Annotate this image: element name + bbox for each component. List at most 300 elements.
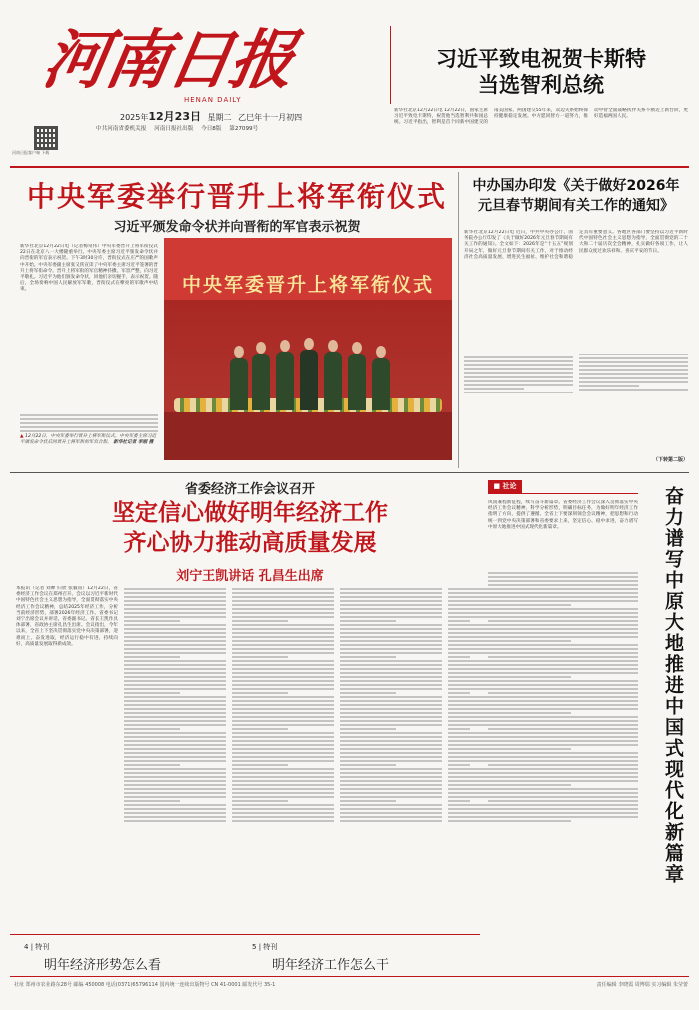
text-line	[340, 772, 442, 774]
editorial-body: 风雨兼程新征程，续写奋斗新篇章。省委经济工作会议深入贯彻落实中央经济工作会议精神，科学分析形势，明确目标任务，为做好明年经济工作指明了方向、提供了遵循。全省上下要深刻领会会议精神，把思想和行动统一到党中央决策部署和省委要求上来，坚定信心、稳中求进，奋力谱写中原大地推进中国式现代化新篇章。	[488, 500, 638, 530]
text-line	[340, 792, 442, 794]
text-line	[448, 740, 488, 742]
text-line	[232, 644, 334, 646]
text-line	[488, 816, 638, 818]
text-line	[488, 692, 638, 694]
text-line	[340, 596, 442, 598]
economic-headline[interactable]	[40, 498, 460, 558]
text-line	[232, 800, 288, 802]
date-month-day: 12月23日	[148, 110, 201, 123]
text-line	[124, 748, 226, 750]
text-line	[488, 664, 638, 666]
text-line	[448, 704, 488, 706]
text-line	[448, 600, 488, 602]
text-line	[340, 744, 442, 746]
text-line	[448, 756, 488, 758]
text-line	[488, 768, 638, 770]
text-line	[232, 660, 334, 662]
footer-link-1-tag: 特刊	[35, 943, 50, 951]
text-line	[124, 656, 180, 658]
text-line	[232, 740, 334, 742]
text-line	[448, 700, 488, 702]
text-line	[448, 816, 488, 818]
right-story-more-link[interactable]: （下转第二版）	[652, 457, 688, 463]
text-line	[232, 780, 334, 782]
text-line	[579, 381, 688, 383]
text-line	[124, 768, 226, 770]
economic-headline-line2: 齐心协力推动高质量发展	[123, 530, 377, 556]
text-line	[488, 644, 638, 646]
text-line	[340, 696, 442, 698]
text-line	[340, 684, 442, 686]
text-line	[448, 660, 488, 662]
text-line	[488, 592, 638, 594]
text-line	[340, 720, 442, 722]
text-line	[579, 389, 688, 391]
text-line	[340, 800, 396, 802]
text-line	[232, 728, 288, 730]
text-line	[232, 752, 334, 754]
text-line	[232, 816, 334, 818]
masthead-rule	[10, 166, 689, 168]
bottom-rule	[10, 976, 689, 977]
text-line	[340, 612, 442, 614]
text-line	[232, 724, 334, 726]
text-line	[232, 616, 334, 618]
text-line	[124, 608, 226, 610]
text-line	[488, 688, 638, 690]
text-line	[232, 684, 334, 686]
text-line	[124, 756, 226, 758]
text-line	[124, 740, 226, 742]
editorial-title[interactable]: 奋力谱写中原大地推进中国式现代化新篇章	[662, 486, 684, 885]
text-line	[124, 780, 226, 782]
economic-body-col2	[124, 586, 226, 926]
text-line	[448, 680, 488, 682]
text-line	[340, 808, 442, 810]
text-line	[232, 808, 334, 810]
text-line	[124, 624, 226, 626]
text-line	[488, 584, 638, 586]
text-line	[488, 696, 638, 698]
sponsor-line	[96, 124, 258, 132]
text-line	[448, 788, 488, 790]
text-line	[488, 796, 638, 798]
text-line	[124, 604, 226, 606]
text-line	[448, 652, 488, 654]
text-line	[124, 636, 226, 638]
text-line	[488, 800, 638, 802]
text-line	[579, 385, 639, 387]
text-line	[488, 812, 638, 814]
text-line	[340, 680, 442, 682]
text-line	[464, 384, 573, 386]
text-line	[340, 788, 442, 790]
text-line	[448, 796, 488, 798]
economic-subhead: 刘宁王凯讲话 孔昌生出席	[176, 569, 324, 584]
text-line	[124, 788, 226, 790]
photo-caption	[20, 434, 158, 474]
text-line	[448, 596, 488, 598]
right-story-body-continued	[464, 354, 688, 456]
text-line	[232, 708, 334, 710]
text-line	[579, 373, 688, 375]
text-line	[340, 780, 442, 782]
text-line	[124, 764, 180, 766]
text-line	[340, 728, 396, 730]
page-count: 今日8版	[201, 126, 222, 132]
text-line	[448, 720, 488, 722]
text-line	[340, 716, 442, 718]
qr-caption: 河南日报客户端 下载	[12, 150, 50, 155]
text-line	[488, 684, 638, 686]
economic-body-col3	[232, 586, 334, 926]
text-line	[232, 640, 334, 642]
text-line	[448, 708, 488, 710]
sponsor-2: 河南日报社出版	[154, 126, 194, 132]
text-line	[232, 820, 334, 822]
text-line	[448, 684, 488, 686]
text-line	[232, 756, 334, 758]
text-line	[448, 812, 488, 814]
text-line	[448, 612, 488, 614]
text-line	[448, 640, 488, 642]
text-line	[448, 792, 488, 794]
economic-kicker: 省委经济工作会议召开	[184, 482, 315, 497]
text-line	[579, 377, 688, 379]
editorial-tag	[488, 480, 522, 493]
economic-headline-line1: 坚定信心做好明年经济工作	[112, 500, 388, 526]
text-line	[340, 656, 396, 658]
text-line	[124, 796, 226, 798]
text-line	[448, 716, 488, 718]
issue-number: 第27099号	[229, 126, 259, 132]
text-line	[340, 672, 442, 674]
text-line	[448, 608, 488, 610]
text-line	[124, 676, 226, 678]
text-line	[448, 628, 488, 630]
text-line	[124, 724, 226, 726]
text-line	[124, 804, 226, 806]
top-headline-line2: 当选智利总统	[478, 73, 604, 97]
text-line	[448, 636, 488, 638]
text-line	[232, 608, 334, 610]
text-line	[232, 636, 334, 638]
text-line	[448, 808, 488, 810]
text-line	[124, 588, 226, 590]
lead-body: 新华社北京12月22日电（记者梅常伟）中央军委晋升上将军衔仪式22日在北京八一大楼隆重举行。中央军委主席习近平颁发命令状并向晋衔的军官表示祝贺。下午3时30分许，晋衔仪式在庄严的国歌声中开始。中央军委副主席张又侠宣读了中央军委主席习近平签署的晋升上将军衔命令。晋升上将军衔的军官精神抖擞、军容严整，向习近平敬礼。习近平为他们颁发命令状，同他们亲切握手，表示祝贺。随后，全场奏响中国人民解放军军歌，晋衔仪式在嘹亮的军歌声中结束。	[20, 244, 158, 293]
text-line	[232, 736, 334, 738]
text-line	[488, 596, 638, 598]
text-line	[488, 776, 638, 778]
text-line	[464, 376, 573, 378]
text-line	[448, 616, 488, 618]
text-line	[124, 704, 226, 706]
text-line	[448, 768, 488, 770]
text-line	[340, 712, 442, 714]
right-headline-line1: 中办国办印发《关于做好2026年	[472, 178, 680, 194]
text-line	[448, 760, 488, 762]
text-line	[232, 748, 334, 750]
text-line	[340, 736, 442, 738]
text-line	[340, 820, 442, 822]
photo-banner-text: 中央军委晋升上将军衔仪式	[181, 274, 434, 296]
text-line	[232, 760, 334, 762]
text-line	[340, 812, 442, 814]
text-line	[124, 652, 226, 654]
text-line	[124, 808, 226, 810]
text-line	[488, 712, 571, 714]
text-line	[232, 632, 334, 634]
qr-code[interactable]	[34, 126, 58, 150]
text-line	[232, 600, 334, 602]
text-line	[124, 616, 226, 618]
masthead	[0, 0, 699, 168]
editorial-tag-text: 社论	[502, 482, 517, 490]
text-line	[232, 588, 334, 590]
footer-link-1-page: 4	[24, 943, 29, 951]
text-line	[232, 732, 334, 734]
right-story-headline[interactable]	[462, 176, 690, 216]
text-line	[124, 684, 226, 686]
text-line	[488, 572, 638, 574]
text-line	[488, 588, 638, 590]
text-line	[579, 365, 688, 367]
text-line	[488, 580, 638, 582]
text-line	[488, 792, 638, 794]
text-line	[124, 792, 226, 794]
text-line	[124, 712, 226, 714]
text-line	[232, 676, 334, 678]
lead-headline[interactable]: 中央军委举行晋升上将军衔仪式	[26, 180, 447, 213]
text-line	[232, 668, 334, 670]
economic-body-col4	[340, 586, 442, 926]
text-line	[232, 784, 334, 786]
text-line	[124, 680, 226, 682]
text-line	[340, 804, 442, 806]
text-line	[488, 736, 638, 738]
text-line	[124, 772, 226, 774]
text-line	[124, 672, 226, 674]
text-line	[448, 696, 488, 698]
text-line	[448, 780, 488, 782]
text-line	[488, 772, 638, 774]
text-line	[340, 620, 396, 622]
text-line	[124, 744, 226, 746]
logo-english: HENAN DAILY	[184, 96, 242, 104]
top-headline-line1: 习近平致电祝贺卡斯特	[436, 47, 646, 71]
text-line	[488, 656, 638, 658]
text-line	[488, 724, 638, 726]
text-line	[448, 688, 488, 690]
text-line	[340, 616, 442, 618]
photo-credit: 新华社记者 李刚 摄	[113, 440, 154, 446]
officer-figures	[230, 344, 390, 410]
text-line	[232, 812, 334, 814]
footer-link-1[interactable]: 4 | 特刊 明年经济形势怎么看	[24, 942, 254, 973]
text-line	[488, 576, 638, 578]
text-line	[340, 764, 396, 766]
text-line	[232, 628, 334, 630]
text-line	[488, 700, 638, 702]
text-line	[448, 764, 470, 766]
text-line	[488, 612, 638, 614]
lead-photo[interactable]	[164, 238, 452, 460]
top-story-text: 新华社北京12月22日电 12月22日，国家主席习近平致电卡斯特，祝贺他当选智利共和国总统。习近平指出，智利是首个同新中国建交的南美国家，两国建交55年来，双边关系始终保持健康稳定发展。中方愿同智方一道努力，推动中智全面战略伙伴关系不断迈上新台阶，更好造福两国人民。	[394, 108, 688, 126]
text-line	[448, 632, 488, 634]
text-line	[488, 604, 571, 606]
text-line	[124, 816, 226, 818]
sponsor-1: 中共河南省委机关报	[96, 126, 147, 132]
footer-links-rule	[10, 934, 480, 935]
text-line	[232, 764, 288, 766]
text-line	[464, 388, 524, 390]
text-line	[124, 760, 226, 762]
editorial-body-continued	[488, 570, 638, 932]
text-line	[232, 624, 334, 626]
footer-link-2[interactable]: 5 | 特刊 明年经济工作怎么干	[252, 942, 482, 973]
text-line	[232, 652, 334, 654]
footer-link-2-title: 明年经济工作怎么干	[272, 958, 390, 973]
text-line	[488, 616, 638, 618]
text-line	[488, 640, 571, 642]
text-line	[340, 652, 442, 654]
text-line	[488, 660, 638, 662]
text-line	[448, 664, 488, 666]
text-line	[340, 724, 442, 726]
text-line	[340, 588, 442, 590]
text-line	[340, 608, 442, 610]
text-line	[232, 744, 334, 746]
text-line	[448, 692, 470, 694]
text-line	[232, 604, 334, 606]
text-line	[448, 668, 488, 670]
text-line	[124, 660, 226, 662]
date-year: 2025年	[120, 113, 149, 122]
text-line	[579, 369, 688, 371]
text-line	[340, 760, 442, 762]
column-divider	[458, 172, 459, 468]
text-line	[232, 792, 334, 794]
text-line	[488, 600, 638, 602]
text-line	[124, 632, 226, 634]
newspaper-logo: 河南日报	[37, 23, 299, 98]
text-line	[579, 361, 688, 363]
weekday: 星期二	[207, 113, 232, 122]
text-line	[340, 664, 442, 666]
text-line	[232, 696, 334, 698]
text-line	[448, 804, 488, 806]
text-line	[124, 688, 226, 690]
lunar-date: 乙巳年十一月初四	[238, 113, 303, 122]
economic-body-col5	[448, 586, 488, 926]
text-line	[232, 776, 334, 778]
text-line	[232, 704, 334, 706]
lead-subhead: 习近平颁发命令状并向晋衔的军官表示祝贺	[113, 220, 361, 235]
text-line	[124, 784, 226, 786]
text-line	[232, 796, 334, 798]
text-line	[20, 430, 158, 432]
text-line	[488, 716, 638, 718]
text-line	[340, 700, 442, 702]
text-line	[340, 632, 442, 634]
text-line	[448, 736, 488, 738]
text-line	[464, 368, 573, 370]
editorial-tag-icon: ■	[493, 482, 501, 490]
text-line	[340, 756, 442, 758]
footer-link-1-title: 明年经济形势怎么看	[44, 958, 162, 973]
text-line	[124, 644, 226, 646]
text-line	[124, 736, 226, 738]
text-line	[488, 744, 638, 746]
text-line	[340, 816, 442, 818]
text-line	[20, 414, 158, 416]
text-line	[448, 676, 488, 678]
text-line	[124, 612, 226, 614]
text-line	[579, 357, 688, 359]
photo-floor	[164, 412, 452, 460]
text-line	[340, 732, 442, 734]
bottom-bar-right: 责任编辑 李晓霞 周博瑞 实习编辑 朱莹蕾	[596, 982, 688, 988]
text-line	[488, 676, 571, 678]
text-line	[488, 704, 638, 706]
top-headline[interactable]	[396, 46, 686, 98]
text-line	[340, 668, 442, 670]
text-line	[448, 624, 488, 626]
text-line	[448, 656, 470, 658]
lead-body-continued	[20, 412, 158, 432]
text-line	[464, 380, 573, 382]
text-line	[488, 632, 638, 634]
editorial-tag-rule	[488, 493, 638, 494]
text-line	[488, 648, 638, 650]
text-line	[124, 700, 226, 702]
text-line	[124, 640, 226, 642]
text-line	[124, 628, 226, 630]
text-line	[20, 418, 158, 420]
text-line	[448, 620, 470, 622]
text-line	[448, 588, 488, 590]
text-line	[488, 756, 638, 758]
text-line	[488, 652, 638, 654]
text-line	[232, 620, 288, 622]
date-line	[120, 108, 380, 124]
text-line	[488, 804, 638, 806]
text-line	[232, 664, 334, 666]
text-line	[124, 800, 180, 802]
text-line	[340, 648, 442, 650]
text-line	[124, 812, 226, 814]
text-line	[488, 608, 638, 610]
text-line	[340, 688, 442, 690]
text-line	[448, 784, 488, 786]
text-line	[124, 720, 226, 722]
text-line	[488, 784, 571, 786]
text-line	[20, 426, 158, 428]
text-line	[448, 604, 488, 606]
text-line	[448, 712, 488, 714]
text-line	[232, 596, 334, 598]
text-line	[488, 708, 638, 710]
text-line	[448, 732, 488, 734]
text-line	[488, 808, 638, 810]
text-line	[232, 688, 334, 690]
text-line	[340, 692, 396, 694]
text-line	[488, 752, 638, 754]
text-line	[232, 804, 334, 806]
text-line	[232, 700, 334, 702]
text-line	[464, 364, 573, 366]
